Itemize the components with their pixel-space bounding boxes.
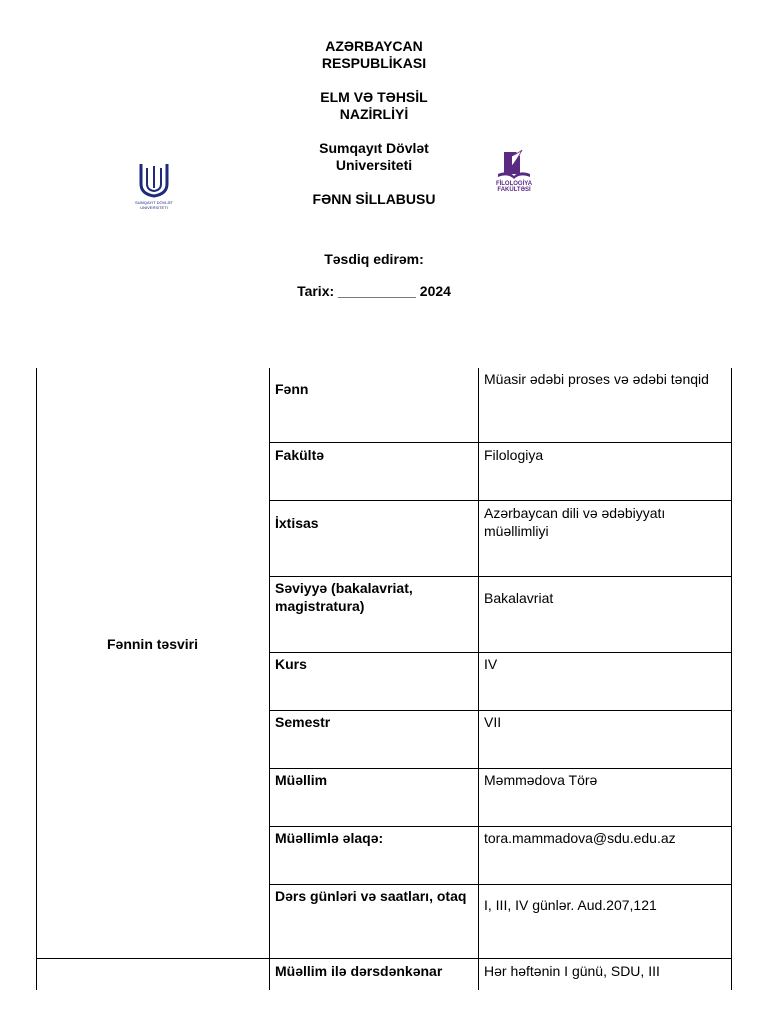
row-value-faculty: Filologiya [484,447,544,463]
row-value-teacher: Məmmədova Törə [484,772,598,788]
document-title: FƏNN SİLLABUSU [312,191,436,207]
row-label-semester: Semestr [275,714,331,730]
row-value-office-hours: Hər həftənin I günü, SDU, III [484,963,660,979]
quill-book-icon [490,148,538,196]
logo-left-text-1: SUMQAYIT DÖVLƏT [135,200,173,205]
approve-text: Təsdiq edirəm: [324,251,424,267]
row-value-level: Bakalavriat [484,590,554,606]
university-logo [134,162,174,212]
row-label-teacher: Müəllim [275,772,328,788]
row-label-course: Kurs [275,656,307,672]
row-label-subject: Fənn [275,381,309,397]
row-label-faculty: Fakültə [275,447,325,463]
country-line-1: AZƏRBAYCAN [325,38,423,54]
row-label-schedule: Dərs günləri və saatları, otaq [275,888,467,904]
logo-right-text-1: FİLOLOGİYA [495,181,533,187]
faculty-logo [490,148,538,196]
university-line-1: Sumqayıt Dövlət [319,140,429,156]
row-value-subject: Müasir ədəbi proses və ədəbi tənqid [484,371,709,387]
row-label-contact: Müəllimlə əlaqə: [275,830,384,846]
row-value-course: IV [484,656,498,672]
row-value-schedule: I, III, IV günlər. Aud.207,121 [484,897,657,913]
date-line: Tarix: __________ 2024 [297,283,451,299]
document-header [240,38,508,208]
ministry-line-1: ELM VƏ TƏHSİL [320,89,428,105]
row-value-semester: VII [484,714,502,730]
row-value-contact: tora.mammadova@sdu.edu.az [484,830,676,846]
logo-right-text-2: FAKÜLTƏSİ [497,187,531,193]
row-value-specialty: Azərbaycan dili və ədəbiyyatı müəllimliyi [484,505,666,539]
country-line-2: RESPUBLİKASI [321,55,427,71]
ministry-line-2: NAZİRLİYİ [339,106,409,122]
row-label-office-hours: Müəllim ilə dərsdənkənar [275,963,443,979]
row-label-specialty: İxtisas [275,515,319,531]
row-label-level: Səviyyə (bakalavriat, magistratura) [275,580,413,614]
university-line-2: Universiteti [335,157,413,173]
section-label: Fənnin təsviri [106,636,199,652]
sdu-logo-icon [134,162,174,212]
syllabus-table [36,368,732,990]
approval-block [240,250,508,314]
logo-left-text-2: UNIVERSITETI [140,205,168,210]
